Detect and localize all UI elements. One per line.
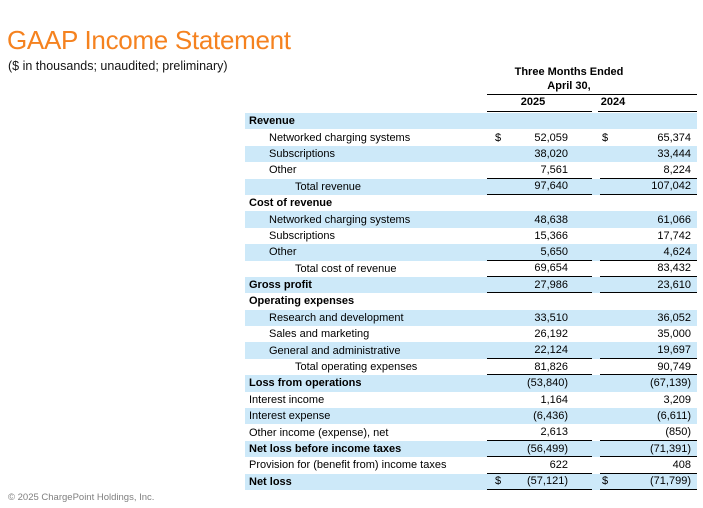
value-text: 5,650 <box>540 245 568 258</box>
row-label: Other <box>269 164 297 177</box>
value-2024 <box>600 162 697 178</box>
table-row <box>245 392 697 408</box>
value-text: 81,826 <box>534 360 568 373</box>
column-gap <box>592 342 600 358</box>
table-row <box>245 310 697 326</box>
value-2024 <box>600 474 697 490</box>
row-label: Total cost of revenue <box>295 262 397 275</box>
col-header-2024: 2024 <box>600 96 626 108</box>
table-row <box>245 113 697 129</box>
row-label: Gross profit <box>249 279 312 292</box>
dollar-sign: $ <box>495 475 502 488</box>
value-text: 17,742 <box>657 229 691 242</box>
column-gap <box>592 277 600 293</box>
table-row <box>245 342 697 358</box>
table-row <box>245 146 697 162</box>
value-text: 33,510 <box>534 311 568 324</box>
value-text: 1,164 <box>540 393 568 406</box>
value-text: 4,624 <box>663 245 691 258</box>
value-2024 <box>600 408 697 424</box>
col-2025-rule <box>487 111 592 112</box>
value-text: 622 <box>549 458 568 471</box>
value-text: 22,124 <box>534 344 568 357</box>
value-text: 48,638 <box>534 213 568 226</box>
row-label: Cost of revenue <box>249 197 333 210</box>
value-text: 26,192 <box>534 328 568 341</box>
value-2024 <box>600 392 697 408</box>
row-label: Other <box>269 246 297 259</box>
column-gap <box>592 261 600 277</box>
value-text: 15,366 <box>534 229 568 242</box>
table-row <box>245 457 697 473</box>
value-text: 83,432 <box>657 262 691 275</box>
value-2024 <box>600 179 697 195</box>
period-header <box>469 65 669 93</box>
value-2025 <box>487 359 592 375</box>
value-text: 35,000 <box>657 328 691 341</box>
value-2025 <box>487 392 592 408</box>
value-text: 107,042 <box>651 180 691 193</box>
value-2025 <box>487 113 592 129</box>
column-gap <box>592 375 600 391</box>
column-gap <box>592 293 600 309</box>
row-label: Loss from operations <box>249 377 362 390</box>
value-text: 65,374 <box>657 131 691 144</box>
value-2024 <box>600 326 697 342</box>
value-2024 <box>600 244 697 260</box>
value-2025 <box>487 146 592 162</box>
value-2025 <box>487 162 592 178</box>
value-text: 27,986 <box>534 278 568 291</box>
value-text: (850) <box>665 426 691 439</box>
value-text: 33,444 <box>657 147 691 160</box>
value-2025 <box>487 424 592 440</box>
row-label: Operating expenses <box>249 295 355 308</box>
table-row <box>245 408 697 424</box>
value-2025 <box>487 228 592 244</box>
period-header-rule <box>487 94 697 95</box>
table-row <box>245 359 697 375</box>
value-2025 <box>487 195 592 211</box>
value-2025 <box>487 211 592 227</box>
value-text: 90,749 <box>657 360 691 373</box>
column-gap <box>592 326 600 342</box>
period-header-line2: April 30, <box>547 80 591 92</box>
value-2024 <box>600 113 697 129</box>
value-2024 <box>600 261 697 277</box>
column-gap <box>592 162 600 178</box>
value-2024 <box>600 293 697 309</box>
value-text: 3,209 <box>663 393 691 406</box>
value-2025 <box>487 293 592 309</box>
value-text: (57,121) <box>527 475 568 488</box>
value-text: 8,224 <box>663 163 691 176</box>
row-label: Interest expense <box>249 410 331 423</box>
column-gap <box>592 474 600 490</box>
row-label: Provision for (benefit from) income taxes <box>249 459 447 472</box>
column-gap <box>592 359 600 375</box>
row-label: Networked charging systems <box>269 131 411 144</box>
row-label: Net loss <box>249 475 292 488</box>
value-text: 61,066 <box>657 213 691 226</box>
column-gap <box>592 179 600 195</box>
dollar-sign: $ <box>495 131 502 144</box>
value-text: (71,799) <box>650 475 691 488</box>
value-2024 <box>600 359 697 375</box>
value-2025 <box>487 474 592 490</box>
value-text: 97,640 <box>534 180 568 193</box>
row-label: Research and development <box>269 311 404 324</box>
row-label: Net loss before income taxes <box>249 443 402 455</box>
dollar-sign: $ <box>602 475 609 488</box>
value-2024 <box>600 457 697 473</box>
table-row <box>245 277 697 293</box>
row-label: Other income (expense), net <box>249 426 389 439</box>
value-text: (71,391) <box>650 442 691 455</box>
table-row <box>245 129 697 145</box>
column-gap <box>592 441 600 457</box>
value-2025 <box>487 261 592 277</box>
column-gap <box>592 195 600 211</box>
column-gap <box>592 457 600 473</box>
value-2024 <box>600 310 697 326</box>
table-row <box>245 211 697 227</box>
column-gap <box>592 211 600 227</box>
value-2024 <box>600 375 697 391</box>
table-row <box>245 474 697 490</box>
copyright-footer: © 2025 ChargePoint Holdings, Inc. <box>8 492 155 503</box>
period-header-line1: Three Months Ended <box>514 66 624 78</box>
value-text: (6,611) <box>656 410 691 423</box>
value-text: 69,654 <box>534 262 568 275</box>
col-2024-rule <box>598 111 697 112</box>
table-row <box>245 195 697 211</box>
column-gap <box>592 129 600 145</box>
value-2025 <box>487 277 592 293</box>
row-label: Revenue <box>249 115 295 128</box>
row-label: Subscriptions <box>269 229 336 242</box>
row-label: Interest income <box>249 393 325 406</box>
value-text: 23,610 <box>657 278 691 291</box>
table-row <box>245 375 697 391</box>
value-text: 38,020 <box>534 147 568 160</box>
value-2024 <box>600 228 697 244</box>
value-text: (53,840) <box>527 377 568 390</box>
row-label: Subscriptions <box>269 147 336 160</box>
value-2024 <box>600 129 697 145</box>
value-2025 <box>487 441 592 457</box>
value-2024 <box>600 441 697 457</box>
column-gap <box>592 392 600 408</box>
value-2025 <box>487 408 592 424</box>
value-2025 <box>487 457 592 473</box>
column-gap <box>592 424 600 440</box>
column-gap <box>592 408 600 424</box>
page-subtitle: ($ in thousands; unaudited; preliminary) <box>8 59 228 73</box>
value-text: (6,436) <box>533 410 568 423</box>
value-text: (67,139) <box>650 377 691 390</box>
column-gap <box>592 244 600 260</box>
table-row <box>245 441 697 457</box>
table-row <box>245 244 697 260</box>
value-2024 <box>600 342 697 358</box>
value-2025 <box>487 310 592 326</box>
column-gap <box>592 228 600 244</box>
value-2024 <box>600 277 697 293</box>
value-text: (56,499) <box>527 442 568 455</box>
row-label: General and administrative <box>269 344 401 357</box>
table-row <box>245 293 697 309</box>
row-label: Total operating expenses <box>295 361 418 374</box>
table-row <box>245 162 697 178</box>
value-2025 <box>487 244 592 260</box>
column-gap <box>592 310 600 326</box>
value-2024 <box>600 146 697 162</box>
income-statement-table <box>245 113 697 490</box>
table-row <box>245 326 697 342</box>
value-text: 408 <box>672 458 691 471</box>
table-row <box>245 228 697 244</box>
value-2025 <box>487 375 592 391</box>
value-text: 19,697 <box>657 344 691 357</box>
income-table-body <box>245 113 697 490</box>
dollar-sign: $ <box>602 131 609 144</box>
column-gap <box>592 113 600 129</box>
table-row <box>245 261 697 277</box>
value-text: 2,613 <box>540 426 568 439</box>
value-text: 52,059 <box>534 131 568 144</box>
table-row <box>245 424 697 440</box>
value-2024 <box>600 424 697 440</box>
value-text: 36,052 <box>657 311 691 324</box>
value-2025 <box>487 129 592 145</box>
page-title: GAAP Income Statement <box>7 25 291 55</box>
row-label: Sales and marketing <box>269 328 370 341</box>
value-2025 <box>487 342 592 358</box>
row-label: Networked charging systems <box>269 213 411 226</box>
value-2025 <box>487 179 592 195</box>
column-gap <box>592 146 600 162</box>
table-row <box>245 179 697 195</box>
col-header-2025: 2025 <box>520 96 546 108</box>
value-2025 <box>487 326 592 342</box>
value-text: 7,561 <box>540 163 568 176</box>
value-2024 <box>600 211 697 227</box>
row-label: Total revenue <box>295 180 362 193</box>
value-2024 <box>600 195 697 211</box>
